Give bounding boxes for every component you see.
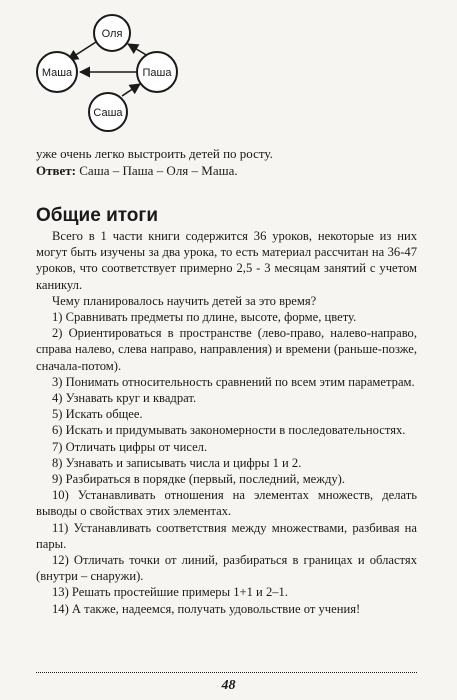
goal-item: 7) Отличать цифры от чисел. [52, 439, 208, 454]
answer-label: Ответ: [36, 162, 77, 178]
summary-paragraph: Всего в 1 части книги содержится 36 уроков, некоторые из них могут быть изучены за два урока, то есть материал рассчитан на 36-47 уроков, что соответствует примерно 2,5 - 3 месяцам занятий с учетом каникул. [36, 229, 417, 292]
node-sasha-label: Саша [93, 107, 123, 119]
goal-item: 2) Ориентироваться в пространстве (лево-право, налево-направо, справа налево, слева направо, направления) и времени (раньше-позже, сначала-потом). [36, 326, 417, 373]
goal-item: 9) Разбираться в порядке (первый, последний, между). [52, 472, 346, 487]
node-pasha [137, 52, 177, 92]
intro-block [36, 146, 417, 179]
page-number: 48 [221, 678, 236, 693]
answer-line [36, 163, 417, 180]
goal-item: 8) Узнавать и записывать числа и цифры 1 и 2. [52, 455, 302, 470]
goal-item: 10) Устанавливать отношения на элементах множеств, делать выводы о свойствах этих элементах. [36, 488, 417, 519]
goal-item: 3) Понимать относительность сравнений по всем этим параметрам. [52, 374, 415, 389]
node-olya-label: Оля [101, 28, 123, 40]
edge-sasha-to-pasha [122, 84, 140, 96]
edge-olya-to-masha [68, 42, 96, 60]
goal-item: 12) Отличать точки от линий, разбираться в границах и областях (внутри – снаружи). [36, 553, 417, 584]
section-title: Общие итоги [36, 205, 159, 226]
footer-divider [36, 672, 417, 673]
height-relation-diagram [0, 0, 457, 140]
node-pasha-label: Паша [142, 67, 172, 79]
node-olya [94, 15, 130, 51]
goal-item: 1) Сравнивать предметы по длине, высоте, форме, цвету. [52, 310, 357, 325]
summary-content [36, 228, 417, 617]
goal-item: 13) Решать простейшие примеры 1+1 и 2–1. [52, 585, 288, 600]
node-masha-label: Маша [41, 67, 73, 79]
node-masha [37, 52, 77, 92]
summary-question: Чему планировалось научить детей за это время? [52, 293, 317, 308]
edge-pasha-to-olya [128, 44, 148, 56]
goal-item: 14) А также, надеемся, получать удовольствие от учения! [52, 601, 361, 616]
goal-item: 5) Искать общее. [52, 407, 143, 422]
answer-text: Саша – Паша – Оля – Маша. [76, 162, 238, 178]
node-sasha [89, 93, 127, 131]
goal-item: 4) Узнавать круг и квадрат. [52, 391, 197, 406]
goal-item: 6) Искать и придумывать закономерности в последовательностях. [52, 423, 406, 438]
goal-item: 11) Устанавливать соответствия между множествами, разбивая на пары. [36, 520, 417, 551]
intro-line: уже очень легко выстроить детей по росту. [36, 146, 273, 161]
goals-list [36, 309, 417, 617]
